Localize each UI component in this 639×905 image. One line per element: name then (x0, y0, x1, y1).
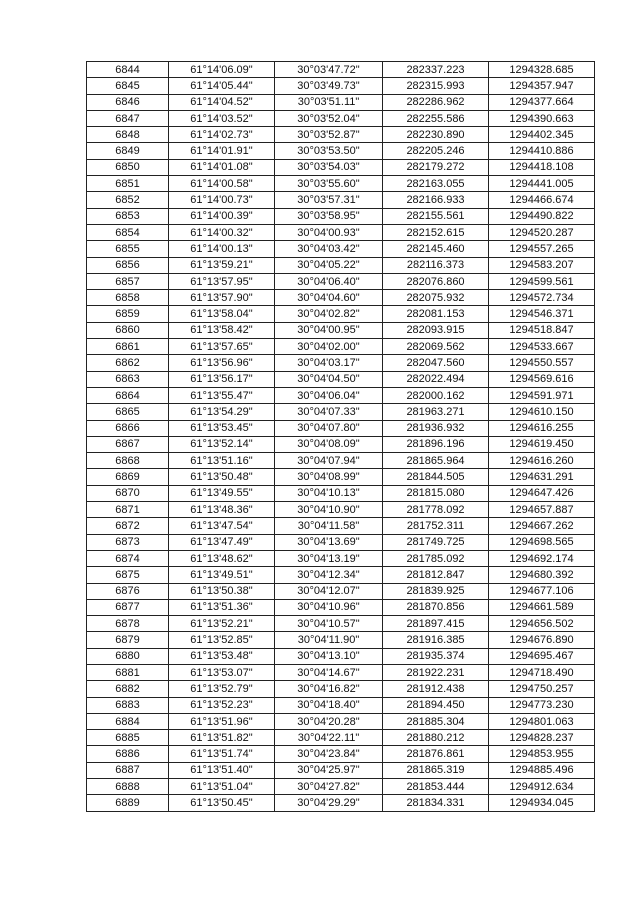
point-number-cell: 6881 (87, 664, 169, 680)
point-number-cell: 6855 (87, 241, 169, 257)
table-row (87, 730, 595, 746)
y-coordinate-cell: 1294616.255 (489, 420, 595, 436)
table-row (87, 176, 595, 192)
x-coordinate-cell: 281752.311 (383, 518, 489, 534)
longitude-cell: 30°03'55.60" (275, 176, 383, 192)
latitude-cell: 61°13'58.42" (169, 322, 275, 338)
latitude-cell: 61°13'48.36" (169, 502, 275, 518)
x-coordinate-cell: 282179.272 (383, 159, 489, 175)
longitude-cell: 30°04'10.57" (275, 616, 383, 632)
y-coordinate-cell: 1294418.108 (489, 159, 595, 175)
x-coordinate-cell: 282205.246 (383, 143, 489, 159)
y-coordinate-cell: 1294934.045 (489, 795, 595, 811)
y-coordinate-cell: 1294599.561 (489, 273, 595, 289)
x-coordinate-cell: 281936.932 (383, 420, 489, 436)
x-coordinate-cell: 282163.055 (383, 176, 489, 192)
longitude-cell: 30°04'04.50" (275, 371, 383, 387)
longitude-cell: 30°04'14.67" (275, 664, 383, 680)
table-row (87, 485, 595, 501)
table-row (87, 534, 595, 550)
x-coordinate-cell: 282286.962 (383, 94, 489, 110)
table-row (87, 78, 595, 94)
y-coordinate-cell: 1294557.265 (489, 241, 595, 257)
point-number-cell: 6866 (87, 420, 169, 436)
point-number-cell: 6879 (87, 632, 169, 648)
longitude-cell: 30°04'13.19" (275, 550, 383, 566)
table-row (87, 550, 595, 566)
y-coordinate-cell: 1294853.955 (489, 746, 595, 762)
point-number-cell: 6861 (87, 339, 169, 355)
point-number-cell: 6862 (87, 355, 169, 371)
point-number-cell: 6871 (87, 502, 169, 518)
y-coordinate-cell: 1294410.886 (489, 143, 595, 159)
y-coordinate-cell: 1294466.674 (489, 192, 595, 208)
table-row (87, 306, 595, 322)
x-coordinate-cell: 282047.560 (383, 355, 489, 371)
y-coordinate-cell: 1294750.257 (489, 681, 595, 697)
latitude-cell: 61°13'49.51" (169, 567, 275, 583)
latitude-cell: 61°14'03.52" (169, 110, 275, 126)
x-coordinate-cell: 282093.915 (383, 322, 489, 338)
point-number-cell: 6869 (87, 469, 169, 485)
x-coordinate-cell: 281834.331 (383, 795, 489, 811)
longitude-cell: 30°04'07.80" (275, 420, 383, 436)
point-number-cell: 6878 (87, 616, 169, 632)
table-row (87, 632, 595, 648)
y-coordinate-cell: 1294885.496 (489, 762, 595, 778)
point-number-cell: 6877 (87, 599, 169, 615)
longitude-cell: 30°04'25.97" (275, 762, 383, 778)
y-coordinate-cell: 1294692.174 (489, 550, 595, 566)
table-row (87, 518, 595, 534)
table-row (87, 583, 595, 599)
x-coordinate-cell: 282022.494 (383, 371, 489, 387)
x-coordinate-cell: 281880.212 (383, 730, 489, 746)
y-coordinate-cell: 1294912.634 (489, 779, 595, 795)
y-coordinate-cell: 1294801.063 (489, 713, 595, 729)
longitude-cell: 30°04'12.34" (275, 567, 383, 583)
point-number-cell: 6874 (87, 550, 169, 566)
longitude-cell: 30°04'11.58" (275, 518, 383, 534)
table-row (87, 681, 595, 697)
point-number-cell: 6885 (87, 730, 169, 746)
latitude-cell: 61°13'51.74" (169, 746, 275, 762)
x-coordinate-cell: 281897.415 (383, 616, 489, 632)
x-coordinate-cell: 282255.586 (383, 110, 489, 126)
y-coordinate-cell: 1294390.663 (489, 110, 595, 126)
latitude-cell: 61°14'00.58" (169, 176, 275, 192)
point-number-cell: 6853 (87, 208, 169, 224)
x-coordinate-cell: 281916.385 (383, 632, 489, 648)
y-coordinate-cell: 1294546.371 (489, 306, 595, 322)
x-coordinate-cell: 281885.304 (383, 713, 489, 729)
y-coordinate-cell: 1294619.450 (489, 436, 595, 452)
y-coordinate-cell: 1294441.005 (489, 176, 595, 192)
longitude-cell: 30°04'00.93" (275, 224, 383, 240)
x-coordinate-cell: 281785.092 (383, 550, 489, 566)
point-number-cell: 6847 (87, 110, 169, 126)
y-coordinate-cell: 1294490.822 (489, 208, 595, 224)
latitude-cell: 61°14'00.39" (169, 208, 275, 224)
y-coordinate-cell: 1294572.734 (489, 290, 595, 306)
table-row (87, 355, 595, 371)
latitude-cell: 61°13'51.36" (169, 599, 275, 615)
x-coordinate-cell: 281935.374 (383, 648, 489, 664)
x-coordinate-cell: 281912.438 (383, 681, 489, 697)
longitude-cell: 30°04'11.90" (275, 632, 383, 648)
longitude-cell: 30°04'07.33" (275, 404, 383, 420)
table-row (87, 599, 595, 615)
longitude-cell: 30°04'13.69" (275, 534, 383, 550)
point-number-cell: 6846 (87, 94, 169, 110)
point-number-cell: 6864 (87, 387, 169, 403)
table-row (87, 339, 595, 355)
table-row (87, 648, 595, 664)
latitude-cell: 61°13'56.17" (169, 371, 275, 387)
latitude-cell: 61°14'06.09" (169, 62, 275, 78)
x-coordinate-cell: 282081.153 (383, 306, 489, 322)
table-row (87, 62, 595, 78)
x-coordinate-cell: 281870.856 (383, 599, 489, 615)
table-row (87, 469, 595, 485)
latitude-cell: 61°13'48.62" (169, 550, 275, 566)
x-coordinate-cell: 281749.725 (383, 534, 489, 550)
y-coordinate-cell: 1294616.260 (489, 453, 595, 469)
table-row (87, 404, 595, 420)
latitude-cell: 61°13'52.14" (169, 436, 275, 452)
latitude-cell: 61°13'52.21" (169, 616, 275, 632)
longitude-cell: 30°04'20.28" (275, 713, 383, 729)
table-row (87, 208, 595, 224)
table-row (87, 387, 595, 403)
y-coordinate-cell: 1294533.667 (489, 339, 595, 355)
latitude-cell: 61°13'47.54" (169, 518, 275, 534)
longitude-cell: 30°03'47.72" (275, 62, 383, 78)
y-coordinate-cell: 1294695.467 (489, 648, 595, 664)
x-coordinate-cell: 282337.223 (383, 62, 489, 78)
point-number-cell: 6889 (87, 795, 169, 811)
point-number-cell: 6884 (87, 713, 169, 729)
y-coordinate-cell: 1294518.847 (489, 322, 595, 338)
point-number-cell: 6873 (87, 534, 169, 550)
table-row (87, 371, 595, 387)
point-number-cell: 6854 (87, 224, 169, 240)
point-number-cell: 6844 (87, 62, 169, 78)
latitude-cell: 61°13'51.04" (169, 779, 275, 795)
latitude-cell: 61°13'47.49" (169, 534, 275, 550)
latitude-cell: 61°14'00.13" (169, 241, 275, 257)
table-row (87, 779, 595, 795)
latitude-cell: 61°13'49.55" (169, 485, 275, 501)
latitude-cell: 61°14'01.91" (169, 143, 275, 159)
point-number-cell: 6850 (87, 159, 169, 175)
latitude-cell: 61°13'52.23" (169, 697, 275, 713)
longitude-cell: 30°04'22.11" (275, 730, 383, 746)
point-number-cell: 6848 (87, 127, 169, 143)
x-coordinate-cell: 282230.890 (383, 127, 489, 143)
y-coordinate-cell: 1294698.565 (489, 534, 595, 550)
longitude-cell: 30°03'57.31" (275, 192, 383, 208)
point-number-cell: 6859 (87, 306, 169, 322)
x-coordinate-cell: 282145.460 (383, 241, 489, 257)
x-coordinate-cell: 282075.932 (383, 290, 489, 306)
x-coordinate-cell: 281865.319 (383, 762, 489, 778)
point-number-cell: 6883 (87, 697, 169, 713)
latitude-cell: 61°13'58.04" (169, 306, 275, 322)
longitude-cell: 30°03'54.03" (275, 159, 383, 175)
table-row (87, 502, 595, 518)
x-coordinate-cell: 282166.933 (383, 192, 489, 208)
longitude-cell: 30°04'10.13" (275, 485, 383, 501)
y-coordinate-cell: 1294377.664 (489, 94, 595, 110)
longitude-cell: 30°04'04.60" (275, 290, 383, 306)
longitude-cell: 30°04'03.17" (275, 355, 383, 371)
longitude-cell: 30°04'10.96" (275, 599, 383, 615)
longitude-cell: 30°04'29.29" (275, 795, 383, 811)
latitude-cell: 61°13'52.85" (169, 632, 275, 648)
point-number-cell: 6886 (87, 746, 169, 762)
table-row (87, 616, 595, 632)
table-row (87, 192, 595, 208)
longitude-cell: 30°03'52.87" (275, 127, 383, 143)
point-number-cell: 6888 (87, 779, 169, 795)
latitude-cell: 61°14'05.44" (169, 78, 275, 94)
latitude-cell: 61°13'53.48" (169, 648, 275, 664)
longitude-cell: 30°04'08.09" (275, 436, 383, 452)
latitude-cell: 61°13'55.47" (169, 387, 275, 403)
table-row (87, 224, 595, 240)
point-number-cell: 6849 (87, 143, 169, 159)
x-coordinate-cell: 281896.196 (383, 436, 489, 452)
point-number-cell: 6865 (87, 404, 169, 420)
longitude-cell: 30°04'27.82" (275, 779, 383, 795)
point-number-cell: 6867 (87, 436, 169, 452)
longitude-cell: 30°04'16.82" (275, 681, 383, 697)
point-number-cell: 6887 (87, 762, 169, 778)
longitude-cell: 30°04'18.40" (275, 697, 383, 713)
y-coordinate-cell: 1294591.971 (489, 387, 595, 403)
latitude-cell: 61°14'02.73" (169, 127, 275, 143)
table-row (87, 713, 595, 729)
x-coordinate-cell: 282069.562 (383, 339, 489, 355)
x-coordinate-cell: 282152.615 (383, 224, 489, 240)
latitude-cell: 61°13'57.95" (169, 273, 275, 289)
longitude-cell: 30°04'06.04" (275, 387, 383, 403)
point-number-cell: 6875 (87, 567, 169, 583)
longitude-cell: 30°04'23.84" (275, 746, 383, 762)
x-coordinate-cell: 281812.847 (383, 567, 489, 583)
latitude-cell: 61°13'53.07" (169, 664, 275, 680)
latitude-cell: 61°13'57.90" (169, 290, 275, 306)
latitude-cell: 61°13'50.48" (169, 469, 275, 485)
table-row (87, 241, 595, 257)
point-number-cell: 6872 (87, 518, 169, 534)
point-number-cell: 6858 (87, 290, 169, 306)
latitude-cell: 61°13'52.79" (169, 681, 275, 697)
longitude-cell: 30°04'08.99" (275, 469, 383, 485)
y-coordinate-cell: 1294357.947 (489, 78, 595, 94)
x-coordinate-cell: 281839.925 (383, 583, 489, 599)
y-coordinate-cell: 1294569.616 (489, 371, 595, 387)
y-coordinate-cell: 1294661.589 (489, 599, 595, 615)
y-coordinate-cell: 1294680.392 (489, 567, 595, 583)
table-row (87, 697, 595, 713)
point-number-cell: 6882 (87, 681, 169, 697)
x-coordinate-cell: 281963.271 (383, 404, 489, 420)
longitude-cell: 30°04'07.94" (275, 453, 383, 469)
point-number-cell: 6868 (87, 453, 169, 469)
y-coordinate-cell: 1294550.557 (489, 355, 595, 371)
y-coordinate-cell: 1294520.287 (489, 224, 595, 240)
coordinates-table (86, 61, 595, 812)
latitude-cell: 61°13'50.38" (169, 583, 275, 599)
y-coordinate-cell: 1294657.887 (489, 502, 595, 518)
table-row (87, 257, 595, 273)
longitude-cell: 30°04'03.42" (275, 241, 383, 257)
x-coordinate-cell: 281853.444 (383, 779, 489, 795)
latitude-cell: 61°13'53.45" (169, 420, 275, 436)
y-coordinate-cell: 1294718.490 (489, 664, 595, 680)
point-number-cell: 6851 (87, 176, 169, 192)
x-coordinate-cell: 281876.861 (383, 746, 489, 762)
y-coordinate-cell: 1294656.502 (489, 616, 595, 632)
table-row (87, 664, 595, 680)
latitude-cell: 61°13'51.82" (169, 730, 275, 746)
x-coordinate-cell: 281778.092 (383, 502, 489, 518)
table-row (87, 273, 595, 289)
table-row (87, 436, 595, 452)
table-row (87, 420, 595, 436)
y-coordinate-cell: 1294402.345 (489, 127, 595, 143)
table-row (87, 453, 595, 469)
y-coordinate-cell: 1294328.685 (489, 62, 595, 78)
point-number-cell: 6852 (87, 192, 169, 208)
table-row (87, 322, 595, 338)
table-row (87, 94, 595, 110)
longitude-cell: 30°03'58.95" (275, 208, 383, 224)
point-number-cell: 6880 (87, 648, 169, 664)
y-coordinate-cell: 1294828.237 (489, 730, 595, 746)
x-coordinate-cell: 282076.860 (383, 273, 489, 289)
point-number-cell: 6856 (87, 257, 169, 273)
longitude-cell: 30°04'02.82" (275, 306, 383, 322)
longitude-cell: 30°04'10.90" (275, 502, 383, 518)
table-row (87, 795, 595, 811)
table-row (87, 746, 595, 762)
latitude-cell: 61°13'56.96" (169, 355, 275, 371)
point-number-cell: 6863 (87, 371, 169, 387)
longitude-cell: 30°03'51.11" (275, 94, 383, 110)
latitude-cell: 61°13'50.45" (169, 795, 275, 811)
point-number-cell: 6876 (87, 583, 169, 599)
latitude-cell: 61°13'51.16" (169, 453, 275, 469)
y-coordinate-cell: 1294667.262 (489, 518, 595, 534)
y-coordinate-cell: 1294631.291 (489, 469, 595, 485)
x-coordinate-cell: 281865.964 (383, 453, 489, 469)
latitude-cell: 61°14'04.52" (169, 94, 275, 110)
y-coordinate-cell: 1294676.890 (489, 632, 595, 648)
latitude-cell: 61°13'51.40" (169, 762, 275, 778)
y-coordinate-cell: 1294610.150 (489, 404, 595, 420)
point-number-cell: 6845 (87, 78, 169, 94)
y-coordinate-cell: 1294583.207 (489, 257, 595, 273)
longitude-cell: 30°03'53.50" (275, 143, 383, 159)
longitude-cell: 30°04'00.95" (275, 322, 383, 338)
x-coordinate-cell: 282116.373 (383, 257, 489, 273)
latitude-cell: 61°13'54.29" (169, 404, 275, 420)
table-row (87, 762, 595, 778)
x-coordinate-cell: 281894.450 (383, 697, 489, 713)
x-coordinate-cell: 282155.561 (383, 208, 489, 224)
y-coordinate-cell: 1294647.426 (489, 485, 595, 501)
y-coordinate-cell: 1294677.106 (489, 583, 595, 599)
coordinates-table-body (87, 62, 595, 812)
latitude-cell: 61°14'01.08" (169, 159, 275, 175)
latitude-cell: 61°13'59.21" (169, 257, 275, 273)
point-number-cell: 6857 (87, 273, 169, 289)
table-row (87, 127, 595, 143)
point-number-cell: 6870 (87, 485, 169, 501)
x-coordinate-cell: 282315.993 (383, 78, 489, 94)
table-row (87, 159, 595, 175)
longitude-cell: 30°04'13.10" (275, 648, 383, 664)
longitude-cell: 30°04'05.22" (275, 257, 383, 273)
x-coordinate-cell: 281922.231 (383, 664, 489, 680)
point-number-cell: 6860 (87, 322, 169, 338)
y-coordinate-cell: 1294773.230 (489, 697, 595, 713)
latitude-cell: 61°13'51.96" (169, 713, 275, 729)
table-row (87, 567, 595, 583)
latitude-cell: 61°14'00.32" (169, 224, 275, 240)
latitude-cell: 61°14'00.73" (169, 192, 275, 208)
longitude-cell: 30°04'06.40" (275, 273, 383, 289)
x-coordinate-cell: 281815.080 (383, 485, 489, 501)
x-coordinate-cell: 282000.162 (383, 387, 489, 403)
x-coordinate-cell: 281844.505 (383, 469, 489, 485)
longitude-cell: 30°04'12.07" (275, 583, 383, 599)
longitude-cell: 30°03'49.73" (275, 78, 383, 94)
table-row (87, 110, 595, 126)
longitude-cell: 30°03'52.04" (275, 110, 383, 126)
table-row (87, 290, 595, 306)
longitude-cell: 30°04'02.00" (275, 339, 383, 355)
latitude-cell: 61°13'57.65" (169, 339, 275, 355)
table-row (87, 143, 595, 159)
